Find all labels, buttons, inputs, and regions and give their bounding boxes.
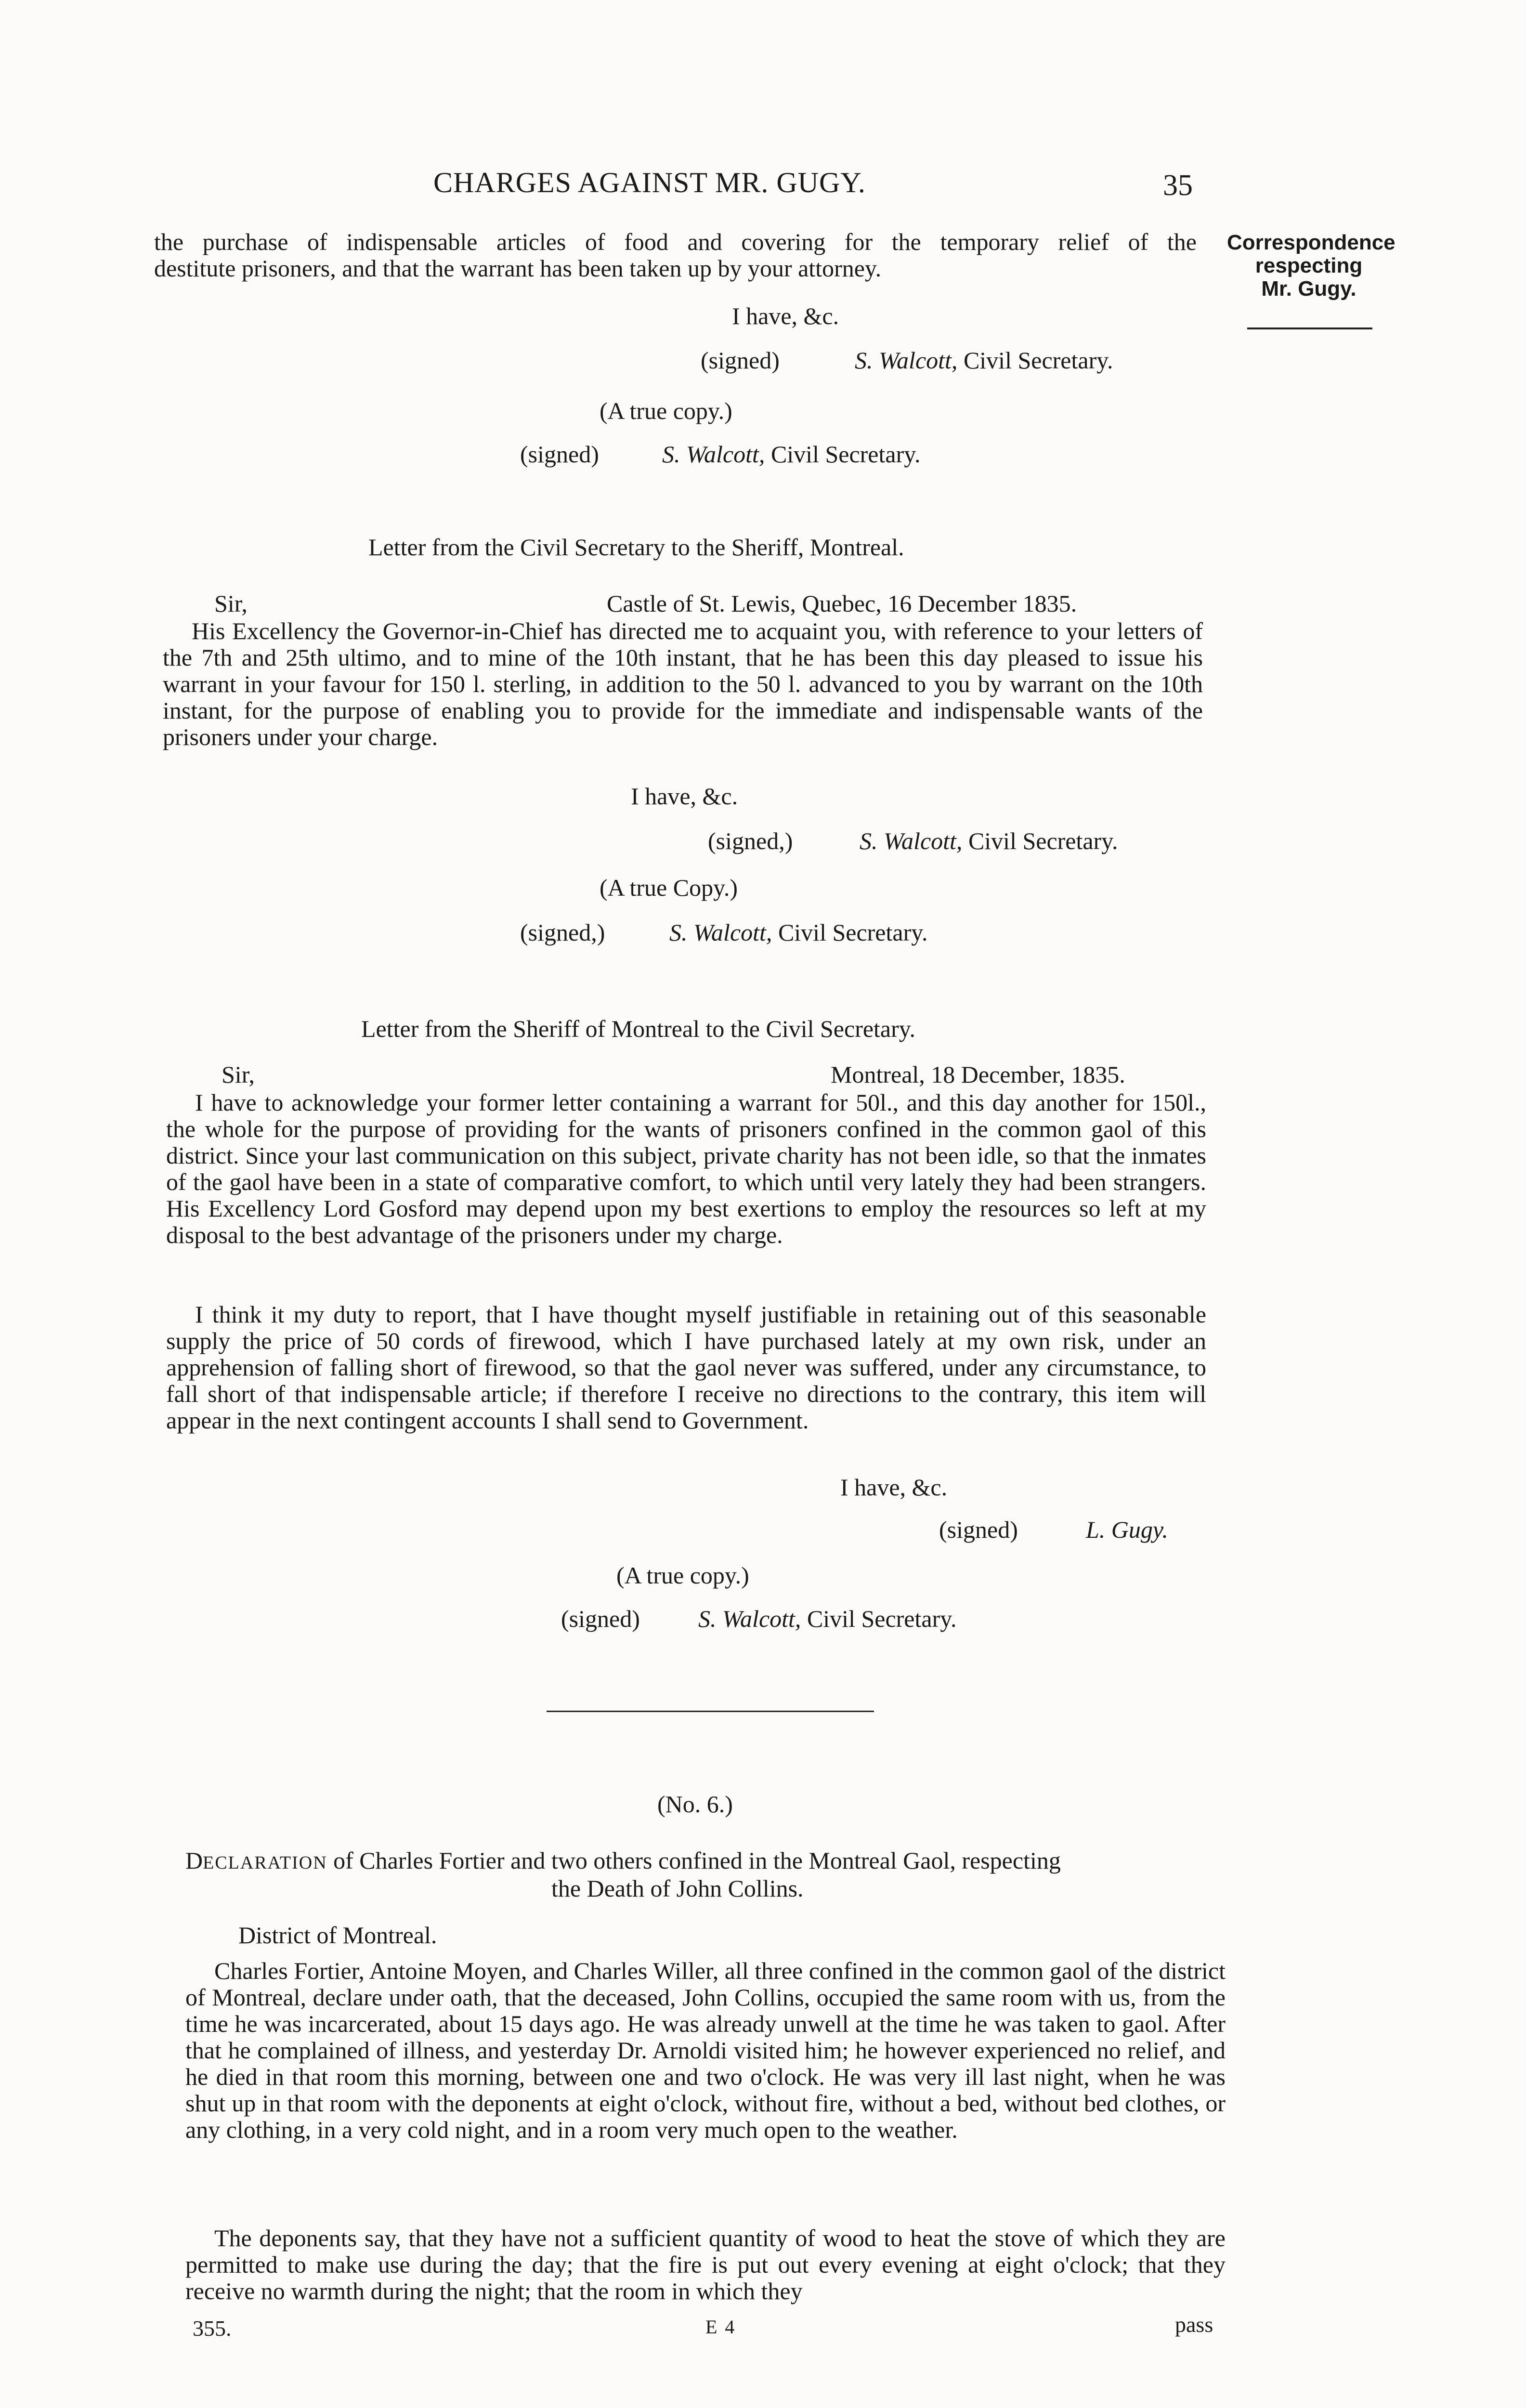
signed-label: (signed) — [561, 1605, 640, 1632]
signer-role: Civil Secretary. — [770, 441, 921, 468]
margin-note-line: Mr. Gugy. — [1261, 277, 1356, 301]
signed-label: (signed,) — [708, 827, 793, 854]
place-date: Montreal, 18 December, 1835. — [831, 1061, 1125, 1088]
continuation-text — [154, 229, 1197, 282]
title-rest: of Charles Fortier and two others confined in the Montreal Gaol, respecting — [333, 1847, 1061, 1874]
district-label: District of Montreal. — [238, 1922, 437, 1949]
signer-name: S. Walcott, — [698, 1605, 801, 1632]
place-date: Castle of St. Lewis, Quebec, 16 December 1835. — [607, 590, 1077, 617]
sessional-number: 355. — [193, 2316, 232, 2341]
signed-label: (signed) — [939, 1516, 1018, 1543]
letter-title: Letter from the Civil Secretary to the Sheriff, Montreal. — [368, 534, 904, 561]
signed-label: (signed,) — [520, 919, 605, 946]
signed-label: (signed) — [520, 441, 599, 468]
letter-title: Letter from the Sheriff of Montreal to the Civil Secretary. — [361, 1015, 916, 1042]
catchword: pass — [1175, 2312, 1213, 2337]
closing: I have, &c. — [732, 302, 839, 329]
declaration-body: The deponents say, that they have not a sufficient quantity of wood to heat the stove of which they are permitted to make use during the day; that the fire is put out every evening at eight o'clock; that they receive no warmth during the night; that the room in which they — [185, 2225, 1226, 2304]
letter-body: I have to acknowledge your former letter containing a warrant for 50l., and this day another for 150l., the whole for the purpose of providing for the wants of prisoners confined in the common gaol of this district. Since your last communication on this subject, private charity has not been idle, so that the inmates of the gaol have been in a state of comparative comfort, to which until very lately they had been strangers. His Excellency Lord Gosford may depend upon my best exertions to employ the resources so left at my disposal to the best advantage of the prisoners under my charge. — [166, 1089, 1206, 1248]
page-number: 35 — [1163, 169, 1193, 202]
closing: I have, &c. — [840, 1474, 948, 1501]
declaration-body: Charles Fortier, Antoine Moyen, and Charles Willer, all three confined in the common gaol of the district of Montreal, declare under oath, that the deceased, John Collins, occupied the same room with us, from the time he was incarcerated, about 15 days ago. He was already unwell at the time he was taken to gaol. After that he complained of illness, and yesterday Dr. Arnoldi visited him; he however experienced no relief, and he died in that room this morning, between one and two o'clock. He was very ill last night, when he was shut up in that room with the deponents at eight o'clock, without fire, without a bed, without bed clothes, or any clothing, in a very cold night, and in a room very much open to the weather. — [185, 1957, 1226, 2143]
signer-role: Civil Secretary. — [778, 919, 928, 946]
text-line: destitute prisoners, and that the warrant has been taken up by your attorney. — [154, 255, 882, 282]
signer-name: S. Walcott, — [855, 347, 958, 374]
true-copy-label: (A true copy.) — [616, 1562, 749, 1589]
title-small-caps: ECLARATION — [203, 1853, 327, 1873]
margin-note-line: Correspondence — [1227, 231, 1396, 254]
signature-line — [662, 441, 920, 468]
margin-note-rule — [1247, 327, 1372, 329]
true-copy-label: (A true copy.) — [600, 397, 732, 424]
signer-role: Civil Secretary. — [963, 347, 1113, 374]
letter-body: I think it my duty to report, that I have thought myself justifiable in retaining out of this seasonable supply the price of 50 cords of firewood, which I have purchased lately at my own risk, under an apprehension of falling short of firewood, so that the gaol never was suffered, under any circumstance, to fall short of that indispensable article; if therefore I receive no directions to the contrary, this item will appear in the next contingent accounts I shall send to Government. — [166, 1301, 1206, 1434]
declaration-title — [185, 1847, 1061, 1876]
signer-name: S. Walcott, — [860, 827, 963, 854]
letter-body: His Excellency the Governor-in-Chief has directed me to acquaint you, with reference to your letters of the 7th and 25th ultimo, and to mine of the 10th instant, that he has been this day pleased to issue his warrant in your favour for 150 l. sterling, in addition to the 50 l. advanced to you by warrant on the 10th instant, for the purpose of enabling you to provide for the immediate and indispensable wants of the prisoners under your charge. — [163, 617, 1203, 750]
signature-line — [860, 827, 1118, 854]
signer-name: L. Gugy. — [1086, 1516, 1168, 1543]
section-number: (No. 6.) — [657, 1791, 733, 1818]
section-divider — [547, 1711, 874, 1712]
signer-role: Civil Secretary. — [807, 1605, 957, 1632]
salutation: Sir, — [214, 590, 248, 617]
signature-line — [698, 1605, 956, 1632]
signature-line — [669, 919, 927, 946]
margin-note — [1227, 231, 1396, 301]
salutation: Sir, — [222, 1061, 255, 1088]
signer-name: S. Walcott, — [669, 919, 772, 946]
signer-role: Civil Secretary. — [968, 827, 1118, 854]
signature-line — [855, 347, 1113, 374]
signature-mark: E 4 — [705, 2316, 736, 2338]
closing: I have, &c. — [631, 783, 738, 810]
signer-name: S. Walcott, — [662, 441, 765, 468]
text-line: the purchase of indispensable articles of food and covering for the temporary relief of the — [154, 228, 1197, 255]
true-copy-label: (A true Copy.) — [600, 874, 738, 901]
title-drop-letter: D — [185, 1847, 203, 1874]
declaration-title-line2: the Death of John Collins. — [551, 1875, 804, 1902]
margin-note-line: respecting — [1255, 254, 1363, 277]
signed-label: (signed) — [701, 347, 780, 374]
running-head: CHARGES AGAINST MR. GUGY. — [433, 167, 866, 198]
